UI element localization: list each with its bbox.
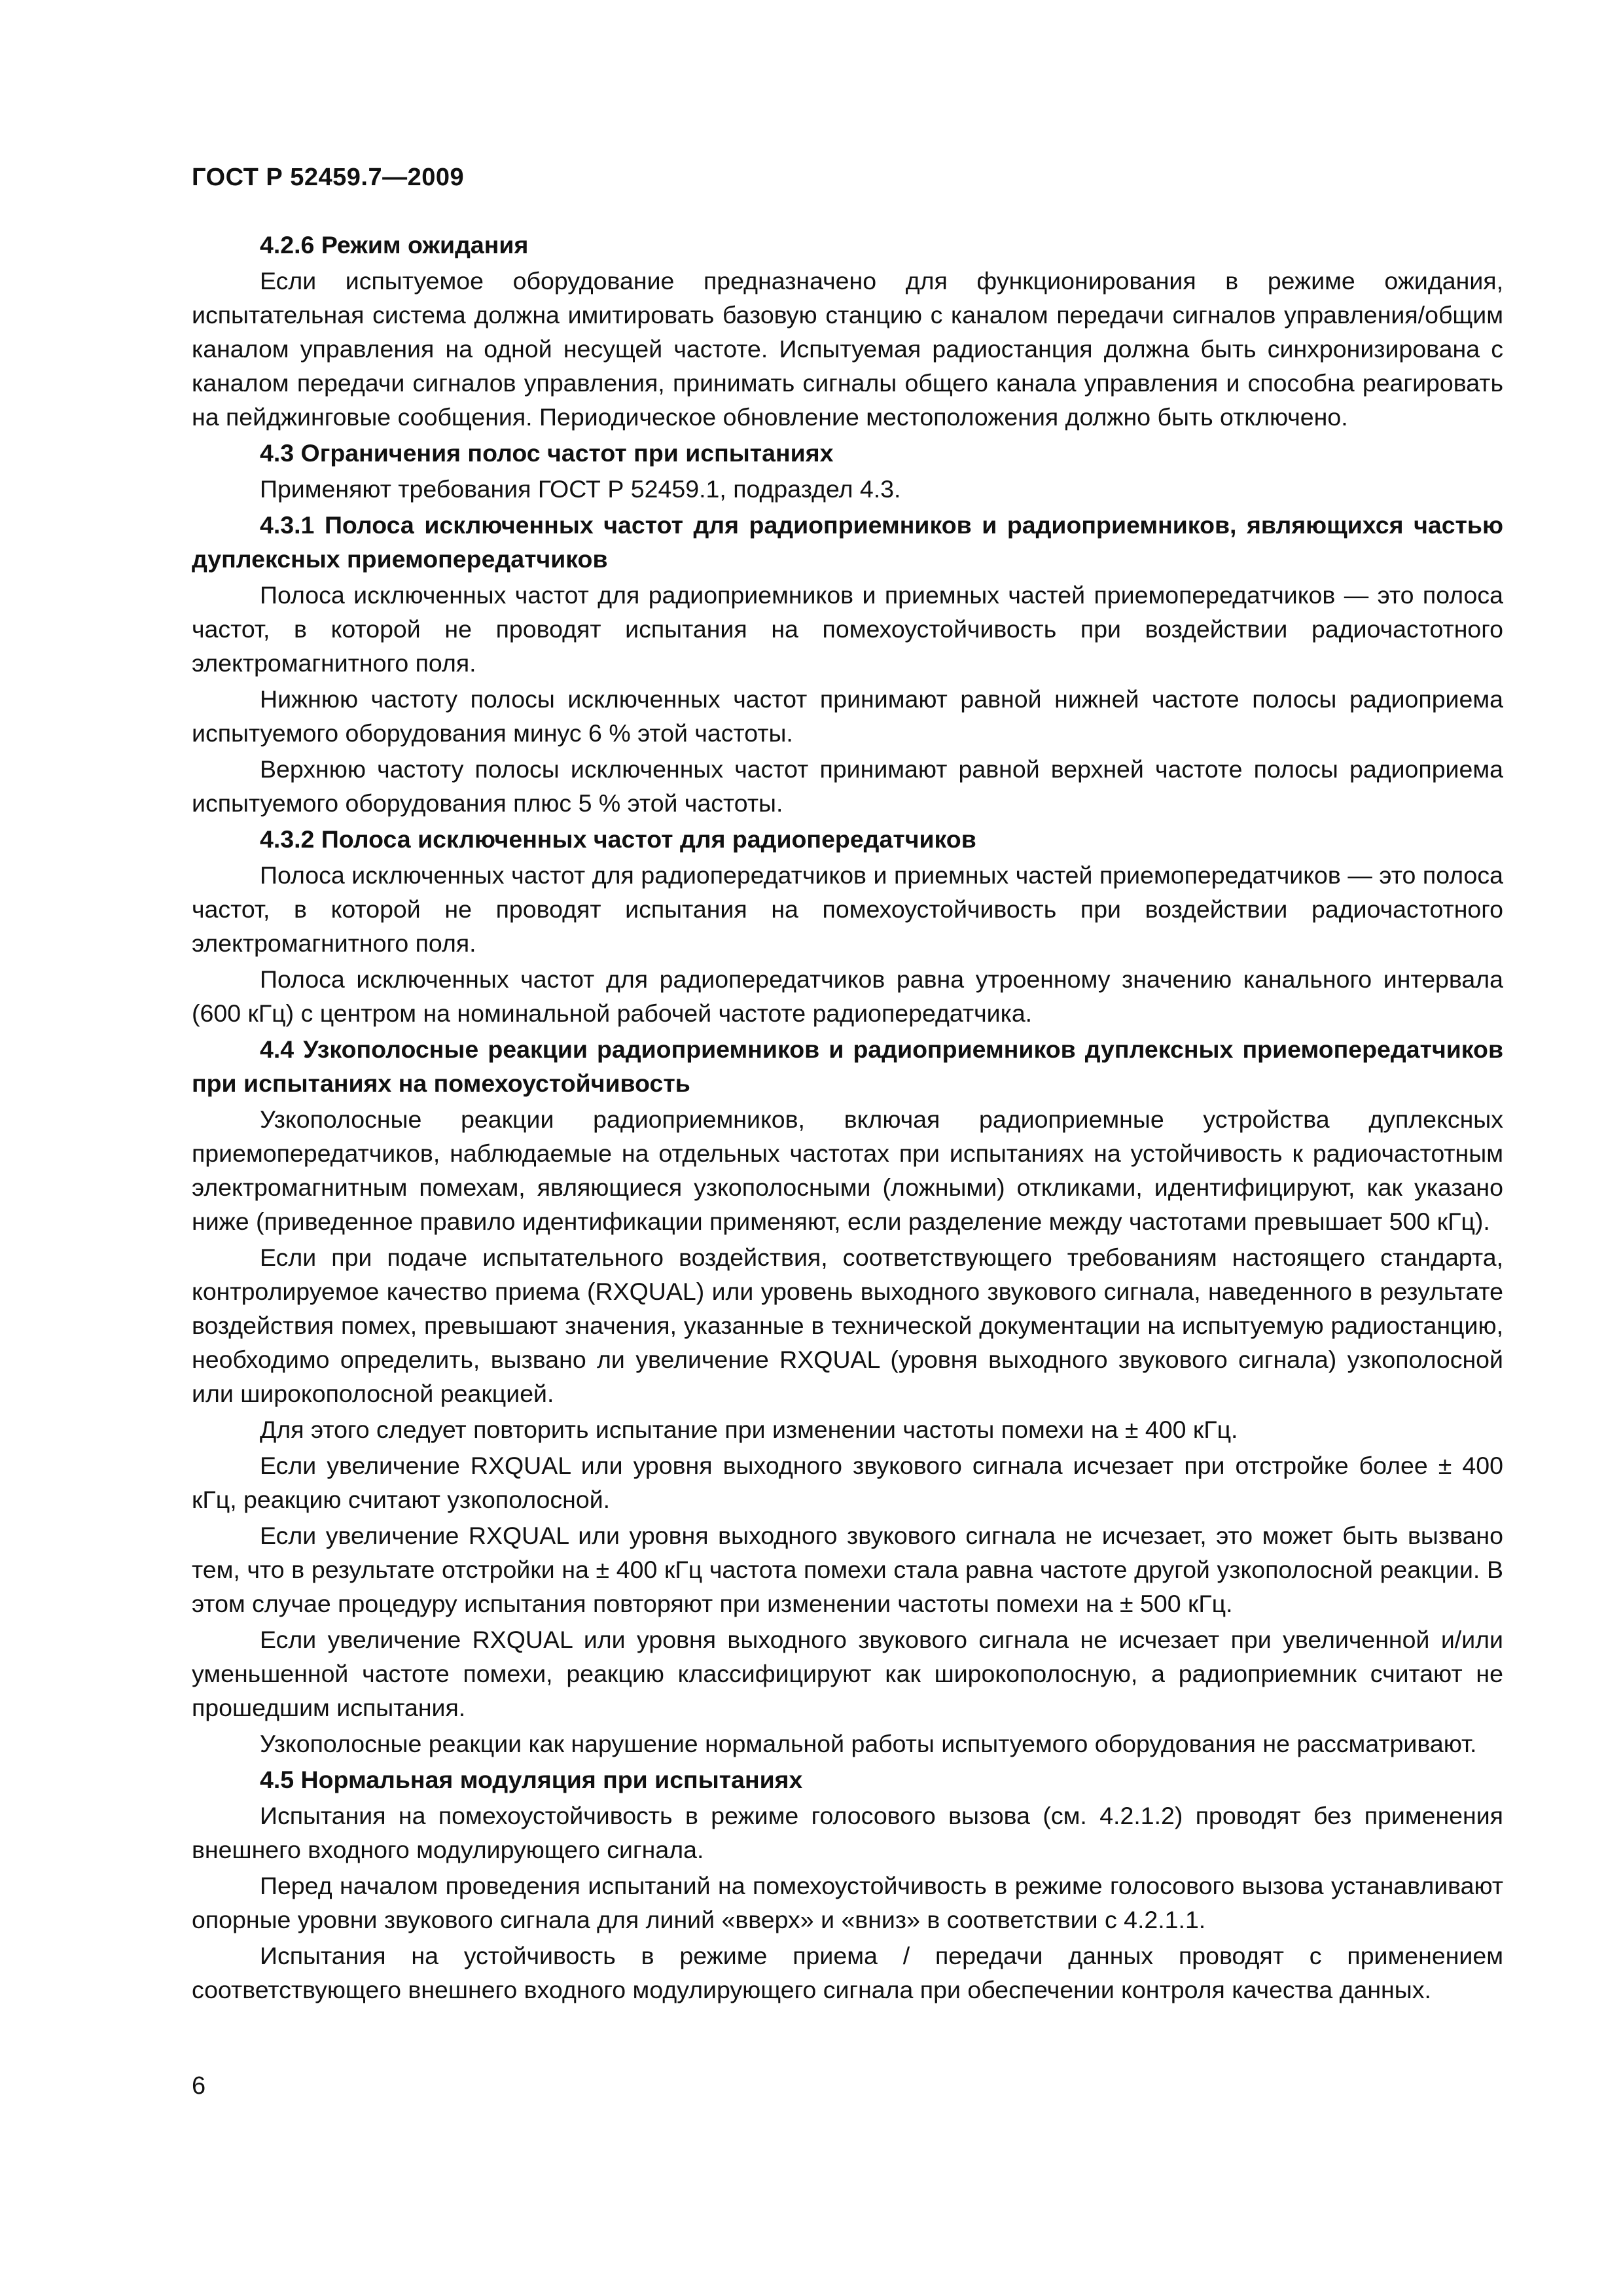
paragraph: Если испытуемое оборудование предназначено для функционирования в режиме ожидания, испытательная система должна имитировать базовую станцию с каналом передачи сигналов управления/общим каналом управления на одной несущей частоте. Испытуемая радиостанция должна быть синхронизирована с каналом передачи сигналов управления, принимать сигналы общего канала управления и способна реагировать на пейджинговые сообщения. Периодическое обновление местоположения должно быть отключено.	[192, 267, 1503, 431]
section-heading-4-5: 4.5 Нормальная модуляция при испытаниях	[260, 1766, 803, 1793]
section-heading-4-3-2: 4.3.2 Полоса исключенных частот для радиопередатчиков	[260, 825, 976, 853]
paragraph: Узкополосные реакции радиоприемников, включая радиоприемные устройства дуплексных приемопередатчиков, наблюдаемые на отдельных частотах при испытаниях на устойчивость к радиочастотным электромагнитным помехам, являющиеся узкополосными (ложными) откликами, идентифицируют, как указано ниже (приведенное правило идентификации применяют, если разделение между частотами превышает 500 кГц).	[192, 1105, 1503, 1235]
paragraph: Полоса исключенных частот для радиопередатчиков равна утроенному значению канального интервала (600 кГц) с центром на номинальной рабочей частоте радиопередатчика.	[192, 965, 1503, 1027]
paragraph: Для этого следует повторить испытание при изменении частоты помехи на ± 400 кГц.	[260, 1416, 1238, 1443]
page-number: 6	[192, 2072, 206, 2100]
paragraph: Полоса исключенных частот для радиопередатчиков и приемных частей приемопередатчиков — это полоса частот, в которой не проводят испытания на помехоустойчивость при воздействии радиочастотного электромагнитного поля.	[192, 861, 1503, 957]
paragraph: Применяют требования ГОСТ Р 52459.1, подраздел 4.3.	[260, 475, 901, 503]
paragraph: Испытания на помехоустойчивость в режиме голосового вызова (см. 4.2.1.2) проводят без применения внешнего входного модулирующего сигнала.	[192, 1802, 1503, 1863]
section-heading-4-2-6: 4.2.6 Режим ожидания	[260, 231, 529, 259]
paragraph: Верхнюю частоту полосы исключенных частот принимают равной верхней частоте полосы радиоприема испытуемого оборудования плюс 5 % этой частоты.	[192, 755, 1503, 817]
paragraph: Если увеличение RXQUAL или уровня выходного звукового сигнала не исчезает при увеличенной и/или уменьшенной частоте помехи, реакцию классифицируют как широкополосную, а радиоприемник считают не прошедшим испытания.	[192, 1626, 1503, 1721]
paragraph: Если увеличение RXQUAL или уровня выходного звукового сигнала исчезает при отстройке более ± 400 кГц, реакцию считают узкополосной.	[192, 1452, 1503, 1513]
document-body	[192, 226, 1503, 2007]
section-heading-4-3: 4.3 Ограничения полос частот при испытаниях	[260, 439, 834, 467]
paragraph: Если увеличение RXQUAL или уровня выходного звукового сигнала не исчезает, это может быть вызвано тем, что в результате отстройки на ± 400 кГц частота помехи стала равна частоте другой узкополосной реакции. В этом случае процедуру испытания повторяют при изменении частоты помехи на ± 500 кГц.	[192, 1522, 1503, 1617]
section-heading-4-3-1: 4.3.1 Полоса исключенных частот для радиоприемников и радиоприемников, являющихся частью дуплексных приемопередатчиков	[192, 511, 1503, 573]
paragraph: Испытания на устойчивость в режиме приема / передачи данных проводят с применением соответствующего внешнего входного модулирующего сигнала при обеспечении контроля качества данных.	[192, 1942, 1503, 2003]
document-header: ГОСТ Р 52459.7—2009	[192, 164, 465, 191]
paragraph: Если при подаче испытательного воздействия, соответствующего требованиям настоящего стандарта, контролируемое качество приема (RXQUAL) или уровень выходного звукового сигнала, наведенного в результате воздействия помех, превышают значения, указанные в технической документации на испытуемую радиостанцию, необходимо определить, вызвано ли увеличение RXQUAL (уровня выходного звукового сигнала) узкополосной или широкополосной реакцией.	[192, 1244, 1503, 1407]
section-heading-4-4: 4.4 Узкополосные реакции радиоприемников и радиоприемников дуплексных приемопередатчиков при испытаниях на помехоустойчивость	[192, 1035, 1503, 1097]
paragraph: Узкополосные реакции как нарушение нормальной работы испытуемого оборудования не рассматривают.	[260, 1730, 1477, 1757]
paragraph: Полоса исключенных частот для радиоприемников и приемных частей приемопередатчиков — это полоса частот, в которой не проводят испытания на помехоустойчивость при воздействии радиочастотного электромагнитного поля.	[192, 581, 1503, 677]
paragraph: Нижнюю частоту полосы исключенных частот принимают равной нижней частоте полосы радиоприема испытуемого оборудования минус 6 % этой частоты.	[192, 685, 1503, 747]
paragraph: Перед началом проведения испытаний на помехоустойчивость в режиме голосового вызова устанавливают опорные уровни звукового сигнала для линий «вверх» и «вниз» в соответствии с 4.2.1.1.	[192, 1872, 1503, 1933]
